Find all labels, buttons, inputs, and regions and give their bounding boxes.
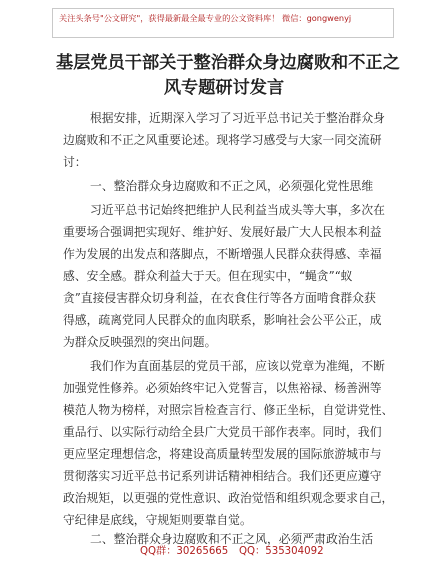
footer-qq: QQ：535304092 <box>239 546 324 557</box>
section-heading-1: 一、整治群众身边腐败和不正之风，必须强化党性思维 <box>90 179 374 193</box>
paragraph-3-line-7: 为群众反映强烈的突出问题。 <box>63 335 217 349</box>
paragraph-1-line-2: 边腐败和不正之风重要论述。现将学习感受与大家一同交流研 <box>63 133 382 147</box>
paragraph-3-line-1: 习近平总书记始终把维护人民利益当成头等大事，多次在 <box>90 203 385 217</box>
paragraph-3-line-3: 作为发展的出发点和落脚点，不断增强人民群众获得感、幸福 <box>63 247 382 261</box>
paragraph-4-line-5: 更应坚定理想信念，将建设高质量转型发展的国际旅游城市与 <box>63 447 382 461</box>
paragraph-4-line-4: 重品行、以实际行动给全县广大党员干部作表率。同时，我们 <box>63 425 382 439</box>
paragraph-3-line-4: 感、安全感。群众利益大于天。但在现实中，“蝇贪”“蚁 <box>63 269 353 283</box>
document-title-line-1: 基层党员干部关于整治群众身边腐败和不正之 <box>56 53 400 73</box>
paragraph-4-line-6: 贯彻落实习近平总书记系列讲话精神相结合。我们还更应遵守 <box>63 469 382 483</box>
paragraph-4-line-2: 加强党性修养。必须始终牢记入党誓言，以焦裕禄、杨善洲等 <box>63 381 382 395</box>
paragraph-3-line-2: 重要场合强调把实现好、维护好、发展好最广大人民根本利益 <box>63 225 382 239</box>
promo-banner <box>52 8 394 38</box>
paragraph-3-line-5: 贪”直接侵害群众切身利益，在衣食住行等各方面啃食群众获 <box>63 291 376 305</box>
footer-qq-group: QQ群：30265665 <box>140 546 229 557</box>
section-heading-2: 二、整治群众身边腐败和不正之风，必须严肃政治生活 <box>90 532 374 546</box>
paragraph-3-line-6: 得感，疏离党同人民群众的血肉联系，影响社会公平公正，成 <box>63 313 382 327</box>
paragraph-1-line-1: 根据安排，近期深入学习了习近平总书记关于整治群众身 <box>90 111 385 125</box>
document-title-line-2: 风专题研讨发言 <box>163 78 285 98</box>
promo-banner-text: 关注头条号"公文研究"，获得最新最全最专业的公文资料库！ 微信：gongwenyj <box>59 13 352 23</box>
paragraph-4-line-3: 模范人物为榜样，对照宗旨检查言行、修正坐标，自觉讲党性、 <box>63 403 394 417</box>
paragraph-4-line-7: 政治规矩，以更强的党性意识、政治觉悟和组织观念要求自己， <box>63 491 394 505</box>
paragraph-4-line-8: 守纪律是底线，守规矩则要靠自觉。 <box>63 513 252 527</box>
paragraph-1-line-3: 讨： <box>63 155 87 169</box>
paragraph-4-line-1: 我们作为直面基层的党员干部，应该以党章为准绳，不断 <box>90 359 385 373</box>
